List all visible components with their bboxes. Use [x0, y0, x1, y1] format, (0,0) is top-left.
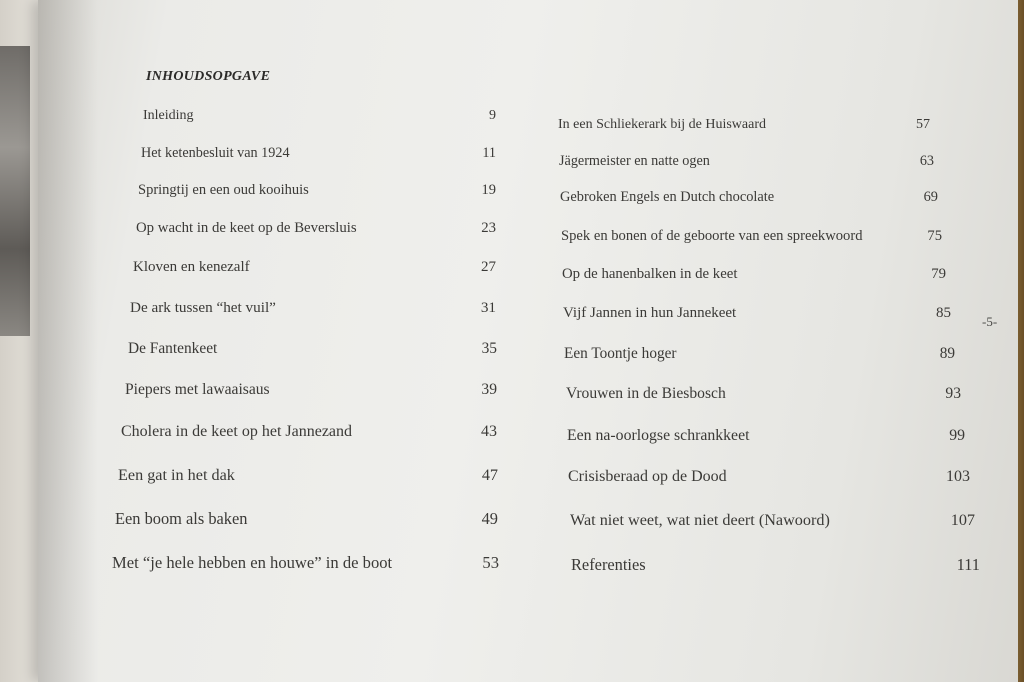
toc-entry-title: Cholera in de keet op het Jannezand — [121, 423, 353, 440]
toc-entry-title: Gebroken Engels en Dutch chocolate — [560, 189, 775, 205]
toc-entry-title: Op de hanenbalken in de keet — [562, 266, 738, 282]
toc-entry-title: Inleiding — [143, 108, 194, 123]
toc-entry-title: Referenties — [571, 555, 646, 574]
toc-entry-title: Springtij en een oud kooihuis — [138, 182, 309, 198]
toc-entry-page: 9 — [489, 108, 496, 123]
toc-entry-page: 19 — [481, 182, 496, 198]
toc-entry-page: 63 — [919, 153, 934, 169]
toc-entry-title: Wat niet weet, wat niet deert (Nawoord) — [570, 511, 830, 529]
toc-entry-page: 69 — [923, 189, 938, 205]
toc-entry-page: 31 — [480, 299, 496, 316]
toc-entry-page: 57 — [916, 117, 930, 132]
toc-entry-title: Vijf Jannen in hun Jannekeet — [563, 305, 737, 321]
toc-entry-page: 89 — [939, 345, 955, 362]
page-fold-shadow — [38, 0, 98, 682]
toc-entry-page: 85 — [936, 305, 951, 321]
toc-entry-page: 75 — [927, 228, 942, 244]
toc-entry-page: 53 — [482, 553, 499, 572]
toc-entry-page: 23 — [481, 220, 496, 236]
toc-entry-page: 43 — [481, 423, 497, 440]
toc-entry-title: Kloven en kenezalf — [133, 259, 250, 275]
toc-entry-page: 79 — [931, 266, 946, 282]
toc-entry-title: Een Toontje hoger — [564, 345, 677, 362]
toc-entry-title: Een boom als baken — [115, 509, 248, 528]
toc-entry-title: Een na-oorlogse schrankkeet — [567, 427, 750, 444]
toc-entry-page: 99 — [949, 427, 965, 444]
toc-entry-page: 39 — [481, 381, 497, 398]
toc-entry-title: De Fantenkeet — [128, 340, 218, 357]
toc-entry-page: 47 — [481, 466, 498, 484]
toc-heading: INHOUDSOPGAVE — [146, 69, 271, 84]
page-number: -5- — [982, 314, 998, 329]
toc-entry-title: In een Schliekerark bij de Huiswaard — [558, 117, 766, 132]
toc-entry-page: 11 — [482, 145, 496, 161]
toc-entry-title: De ark tussen “het vuil” — [130, 299, 276, 316]
toc-entry-page: 27 — [481, 259, 496, 275]
toc-entry-title: Piepers met lawaaisaus — [125, 381, 270, 398]
previous-page-photo — [0, 46, 30, 336]
toc-entry-title: Het ketenbesluit van 1924 — [141, 145, 290, 161]
toc-entry-page: 107 — [950, 511, 975, 529]
toc-entry-title: Vrouwen in de Biesbosch — [566, 385, 726, 402]
toc-entry-title: Een gat in het dak — [118, 466, 235, 484]
toc-entry-page: 49 — [481, 509, 498, 528]
toc-entry-page: 93 — [945, 385, 961, 402]
toc-entry-title: Spek en bonen of de geboorte van een spreekwoord — [561, 228, 863, 244]
toc-entry-page: 103 — [946, 468, 970, 485]
toc-entry-title: Crisisberaad op de Dood — [568, 468, 727, 485]
toc-entry-page: 35 — [481, 340, 497, 357]
toc-entry-title: Jägermeister en natte ogen — [559, 153, 710, 169]
toc-entry-title: Op wacht in de keet op de Beversluis — [136, 220, 357, 236]
toc-entry-title: Met “je hele hebben en houwe” in de boot — [112, 553, 393, 572]
toc-entry-page: 111 — [956, 555, 980, 574]
